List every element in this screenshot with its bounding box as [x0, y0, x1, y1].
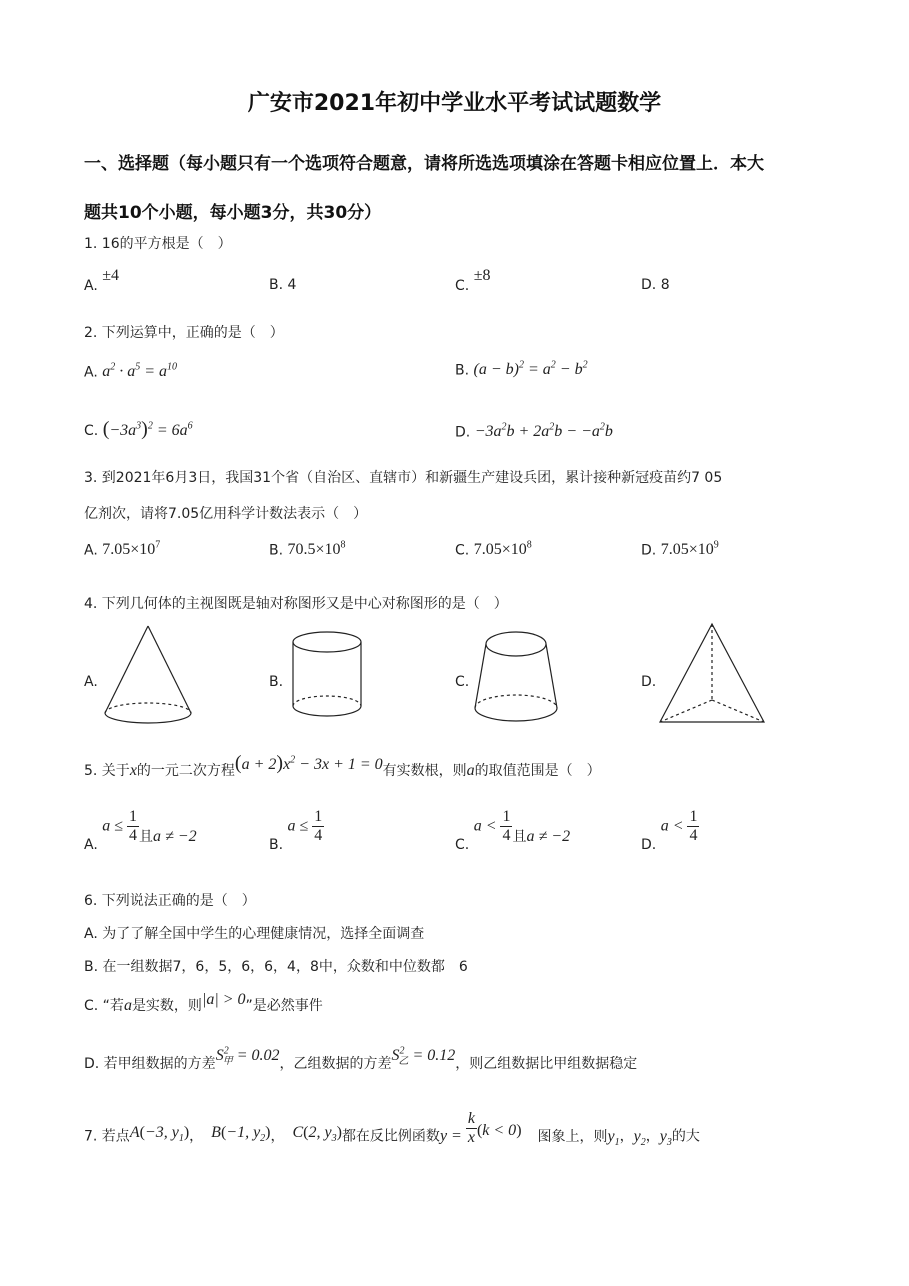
option-label: B. [455, 362, 470, 379]
option-value: 4 [287, 277, 297, 293]
q6-option-b: B. 在一组数据7，6，5，6，6，4，8中，众数和中位数都 6 [84, 959, 468, 975]
q4-option-b-label: B. [269, 674, 284, 690]
option-label: C. [84, 423, 99, 439]
separator: ， [189, 1128, 204, 1145]
q3-option-a [84, 540, 160, 559]
option-value: 8 [660, 277, 670, 293]
q5-option-b: B. a ≤ $\frac{1}{4}$ [269, 808, 323, 853]
option-label: A. [84, 542, 98, 559]
question-1-stem: 1. 16的平方根是（ ） [84, 236, 232, 252]
formula: $7.05\times 10^9$ [660, 540, 719, 559]
and-text: 且 [139, 828, 154, 845]
section-heading-line1: 一、选择题（每小题只有一个选项符合题意，请将所选选项填涂在答题卡相应位置上．本大 [84, 154, 764, 174]
q3-option-d [641, 540, 719, 559]
tetrahedron-figure [656, 620, 768, 728]
question-7-stem: 7. 若点A(−3, $y_1$)， B(−1, $y_2$)， C(2, $y_3$)都在反比例函数y = $\frac{k}{x}$ (k < 0) 图象上，则$y_1$，$y_2$，$y_3$的大 [84, 1110, 700, 1148]
q5-option-d: D. a < $\frac{1}{4}$ [641, 808, 698, 853]
stem-text: 5. 关于 [84, 763, 130, 779]
cone-figure [100, 622, 196, 726]
q6-option-a: A. 为了了解全国中学生的心理健康情况，选择全面调查 [84, 926, 425, 942]
separator: ， [270, 1128, 285, 1145]
q3-option-c [455, 540, 532, 559]
option-label: C. [455, 836, 470, 853]
q6-option-c: C. “若a是实数，则|a| > 0”是必然事件 [84, 991, 323, 1014]
q2-option-c [84, 418, 193, 441]
option-label: B. [269, 542, 284, 559]
stem-text: 是实数，则 [131, 998, 202, 1014]
stem-text: 都在反比例函数 [341, 1128, 440, 1145]
formula: $7.05\times 10^8$ [473, 540, 532, 559]
q1-option-c [455, 267, 491, 295]
option-label: B. [269, 836, 284, 853]
stem-text: 7. 若点 [84, 1128, 130, 1145]
q2-option-a [84, 362, 177, 381]
stem-text: 的一元二次方程 [136, 763, 235, 779]
option-label: D. [455, 424, 471, 441]
stem-text: ，则乙组数据比甲组数据稳定 [455, 1056, 638, 1072]
q1-option-d [641, 277, 670, 293]
q3-option-b [269, 540, 346, 559]
formula: $(a - b)^2 = a^2 - b^2$ [473, 360, 588, 379]
formula: $-3a^2b + 2a^2b - -a^2b$ [474, 422, 613, 441]
question-3-stem-line2: 亿剂次，请将7.05亿用科学计数法表示（ ） [84, 506, 368, 522]
question-5-stem: 5. 关于x的一元二次方程$(a + 2)x^2 - 3x + 1 = 0$有实数根，则a的取值范围是（ ） [84, 752, 601, 779]
option-value: ±8 [473, 267, 491, 284]
q1-option-a [84, 267, 120, 295]
q5-option-a: A. a ≤ $\frac{1}{4}$ 且a ≠ −2 [84, 808, 197, 853]
option-label: A. [84, 836, 98, 853]
option-label: D. [641, 277, 657, 293]
option-label: C. [455, 278, 470, 294]
option-value: ±4 [102, 267, 120, 284]
q4-option-d-label: D. [641, 674, 657, 690]
stem-text: 有实数根，则 [382, 763, 467, 779]
option-label: D. [641, 542, 657, 559]
stem-text: ”是必然事件 [245, 998, 323, 1014]
option-label: B. [269, 277, 284, 293]
q2-option-b [455, 360, 588, 379]
stem-text: 的取值范围是（ ） [474, 763, 601, 779]
option-label: D. [641, 836, 657, 853]
formula: $7.05\times 10^7$ [102, 540, 161, 559]
stem-text: 图象上，则 [537, 1128, 608, 1145]
q2-option-d [455, 422, 613, 441]
option-label: A. [84, 278, 98, 294]
question-6-stem: 6. 下列说法正确的是（ ） [84, 893, 256, 909]
option-label: A. [84, 364, 98, 381]
and-text: 且 [512, 828, 527, 845]
formula: $a^2 \cdot a^5 = a^{10}$ [102, 362, 178, 381]
q6-option-d: D. 若甲组数据的方差$S^2_甲 = 0.02$，乙组数据的方差$S^2_乙 = 0.12$，则乙组数据比甲组数据稳定 [84, 1045, 638, 1072]
question-4-stem: 4. 下列几何体的主视图既是轴对称图形又是中心对称图形的是（ ） [84, 596, 508, 612]
formula: $(-3a^3)^2 = 6a^6$ [102, 418, 193, 440]
q4-option-c-label: C. [455, 674, 470, 690]
stem-text: ，乙组数据的方差 [279, 1056, 392, 1072]
frustum-figure [470, 628, 562, 728]
question-2-stem: 2. 下列运算中，正确的是（ ） [84, 325, 284, 341]
stem-text: 的大 [671, 1128, 700, 1145]
stem-text: C. “若 [84, 998, 124, 1014]
section-heading-line2: 题共10个小题，每小题3分，共30分） [84, 203, 382, 223]
page-title: 广安市2021年初中学业水平考试试题数学 [247, 91, 662, 116]
option-label: C. [455, 542, 470, 559]
stem-text: D. 若甲组数据的方差 [84, 1056, 216, 1072]
cylinder-figure [289, 628, 365, 722]
q1-option-b [269, 277, 296, 293]
question-3-stem-line1: 3. 到2021年6月3日，我国31个省（自治区、直辖市）和新疆生产建设兵团，累计接种新冠疫苗约7 05 [84, 470, 723, 486]
formula: $70.5\times 10^8$ [287, 540, 346, 559]
q5-option-c: C. a < $\frac{1}{4}$ 且a ≠ −2 [455, 808, 571, 853]
q4-option-a-label: A. [84, 674, 98, 690]
